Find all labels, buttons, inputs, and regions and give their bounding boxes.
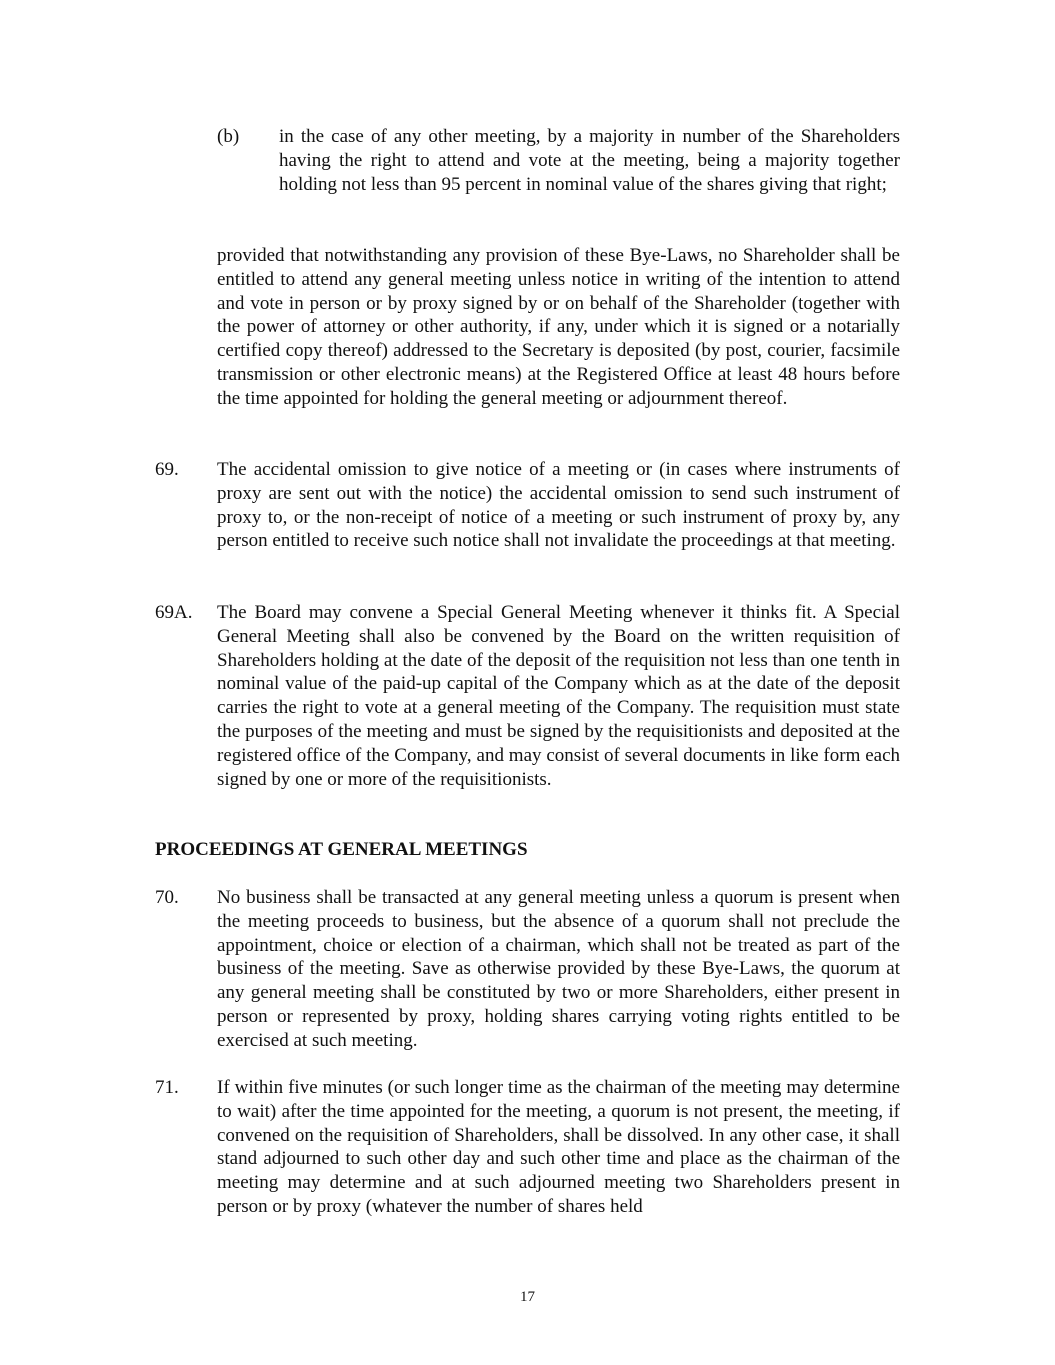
clause-69-number: 69.: [155, 459, 179, 480]
page-number: 17: [520, 1289, 535, 1305]
clause-70-number: 70.: [155, 887, 179, 908]
clause-69a-number: 69A.: [155, 602, 193, 623]
clause-69a-text: The Board may convene a Special General Meeting whenever it thinks fit. A Special General Meeting shall also be convened by the Board on the written requisition of Shareholders holding at the date of the deposit of the requisition not less than one tenth in nominal value of the paid-up capital of the Company which as at the date of the deposit carries the right to vote at a general meeting of the Company. The requisition must state the purposes of the meeting and must be signed by the requisitionists and deposited at the registered office of the Company, and may consist of several documents in like form each signed by one or more of the requisitionists.: [217, 602, 900, 790]
clause-71-number: 71.: [155, 1077, 179, 1098]
subclause-b-text: in the case of any other meeting, by a majority in number of the Shareholders having the right to attend and vote at the meeting, being a majority together holding not less than 95 percent in nominal value of the shares giving that right;: [279, 126, 900, 195]
section-heading: PROCEEDINGS AT GENERAL MEETINGS: [155, 839, 528, 860]
subclause-b-label: (b): [217, 126, 240, 147]
clause-69-text: The accidental omission to give notice of a meeting or (in cases where instruments of proxy are sent out with the notice) the accidental omission to send such instrument of proxy to, or the non-receipt of notice of a meeting or such instrument of proxy by, any person entitled to receive such notice shall not invalidate the proceedings at that meeting.: [217, 459, 900, 552]
clause-70-text: No business shall be transacted at any general meeting unless a quorum is present when the meeting proceeds to business, but the absence of a quorum shall not preclude the appointment, choice or election of a chairman, which shall not be treated as part of the business of the meeting. Save as otherwise provided by these Bye-Laws, the quorum at any general meeting shall be constituted by two or more Shareholders, either present in person or represented by proxy, holding shares carrying voting rights entitled to be exercised at such meeting.: [217, 887, 900, 1051]
proviso-paragraph: provided that notwithstanding any provision of these Bye-Laws, no Shareholder shall be entitled to attend any general meeting unless notice in writing of the intention to attend and vote in person or by proxy signed by or on behalf of the Shareholder (together with the power of attorney or other authority, if any, under which it is signed or a notarially certified copy thereof) addressed to the Secretary is deposited (by post, courier, facsimile transmission or other electronic means) at the Registered Office at least 48 hours before the time appointed for holding the general meeting or adjournment thereof.: [217, 245, 900, 409]
clause-71-text: If within five minutes (or such longer time as the chairman of the meeting may determine to wait) after the time appointed for the meeting, a quorum is not present, the meeting, if convened on the requisition of Shareholders, shall be dissolved. In any other case, it shall stand adjourned to such other day and such other time and place as the chairman of the meeting may determine and at such adjourned meeting two Shareholders present in person or by proxy (whatever the number of shares held: [217, 1077, 900, 1217]
